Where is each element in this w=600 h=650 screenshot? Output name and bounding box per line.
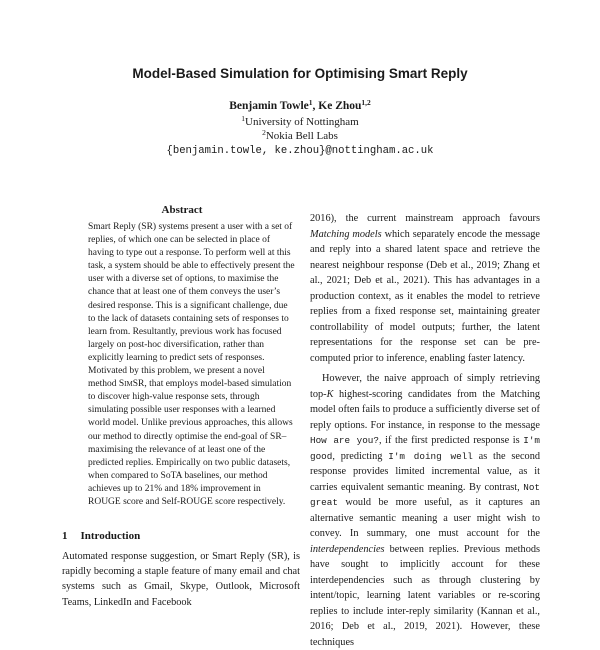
code-text: How are you? (310, 435, 379, 446)
code-text: I'm doing well (388, 450, 473, 462)
affiliation-name: University of Nottingham (245, 116, 359, 128)
body-text: would be more useful, as it captures an alternative semantic meaning a user might wish to convey. In summary, one must account for the (310, 497, 540, 539)
abstract-text: Smart Reply (SR) systems present a user with a set of replies, of which one can be selected in place of having to type out a response. To perform well at this task, a system should be able to effectively present the user with a diverse set of options, to maximise the chance that at least one of them conveys the user’s desired response. This is a significant challenge, due to the lack of datasets containing sets of responses to learn from. Resultantly, previous work has focused largely on post-hoc diversification, rather than explicitly learning to predict sets of responses. Motivated by this problem, we present a novel method (88, 222, 295, 390)
abstract-text: , that employs model-based simulation to discover high-value response sets, through simulating possible user responses with a learned world model. Unlike previous approaches, this allows our method to directly optimise the end-goal of SR–maximising the relevance of at least one of the predicted replies. Empirically on two public datasets, when compared to SoTA baselines, our method achieves up to 21% and 18% improvement in ROUGE score and Self-ROUGE score respectively. (88, 379, 293, 507)
author-name: Benjamin Towle (229, 100, 309, 112)
section-number: 1 (62, 530, 68, 542)
affiliation-mark: 2 (262, 128, 266, 137)
intro-body (62, 549, 300, 610)
affiliation-name: Nokia Bell Labs (265, 130, 338, 142)
body-text: , if the first predicted response is (378, 435, 524, 446)
author-email: {benjamin.towle, ke.zhou}@nottingham.ac.uk (166, 145, 434, 157)
affiliation-mark: 1 (241, 114, 246, 123)
body-paragraph (310, 211, 540, 366)
body-paragraph (310, 371, 540, 650)
emphasis-text: interdependencies (310, 543, 385, 555)
body-text: as the second response provides limited incremental value, as it carries equivalent semantic meaning. By contrast, (310, 450, 541, 493)
emphasis-text: Matching models (310, 228, 382, 240)
intro-paragraph: Automated response suggestion, or Smart Reply (SR), is rapidly becoming a staple feature of many email and chat systems such as Gmail, Skype, Outlook, Microsoft Teams, LinkedIn and Facebook (62, 551, 300, 608)
body-text: between replies. Previous methods have sought to implicitly account for these interdependencies such as through clustering by intent/topic, learning latent variables or re-scoring replies to include inter-reply similarity (Kannan et al., 2016; Deb et al., 2019, 2021). However, these techniques (310, 543, 540, 648)
author-line (0, 100, 600, 112)
section-title: Introduction (80, 530, 141, 542)
author-affiliation-mark: 1,2 (361, 98, 371, 107)
section-heading (62, 530, 140, 542)
author-name: Ke Zhou (318, 100, 362, 112)
math-variable: K (326, 388, 334, 400)
code-text: Not great (310, 481, 540, 508)
abstract-heading: Abstract (161, 204, 203, 216)
body-text: , predicting (332, 450, 389, 462)
body-text: However, the naive approach of simply retrieving top- (310, 373, 540, 400)
abstract-body (88, 221, 295, 509)
right-column-body (310, 211, 540, 650)
affiliation (0, 130, 600, 142)
paper-title: Model-Based Simulation for Optimising Smart Reply (132, 66, 468, 81)
code-text: I'm good (310, 435, 540, 462)
body-text: which separately encode the message and reply into a shared latent space and retrieve the nearest neighbour response (Deb et al., 2019; Zhang et al., 2021; Deb et al., 2021). This has advantages in a production context, as it enables the model to retrieve replies from a fixed response set, maintaining greater controllability of model outputs; further, the latent representations for the response set can be pre-computed prior to inference, enabling faster latency. (310, 228, 540, 364)
body-text: 2016), the current mainstream approach favours (310, 213, 540, 224)
method-name: SimSR (118, 379, 145, 390)
author-affiliation-mark: 1 (308, 98, 313, 107)
author-separator: , (312, 100, 319, 112)
body-text: highest-scoring candidates from the Matching model often fails to produce a sufficiently diverse set of reply options. For instance, in response to the message (310, 388, 540, 431)
affiliation (0, 116, 600, 128)
